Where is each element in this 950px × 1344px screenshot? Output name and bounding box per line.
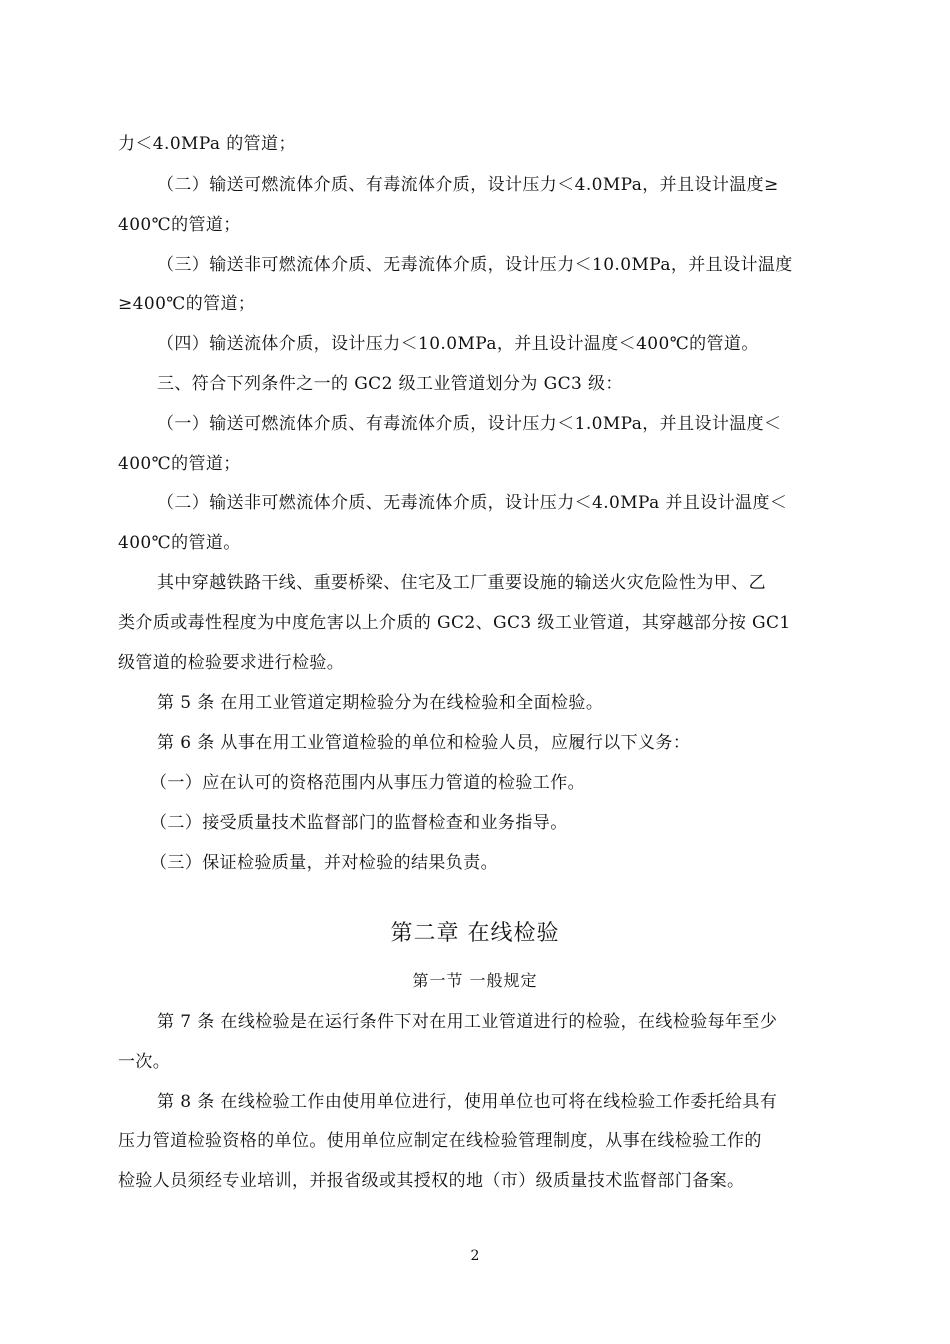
text-line: 第 5 条 在用工业管道定期检验分为在线检验和全面检验。 xyxy=(157,693,604,713)
text-line: 400℃的管道； xyxy=(118,215,241,235)
text-line: （二）输送非可燃流体介质、无毒流体介质，设计压力＜4.0MPa 并且设计温度＜ xyxy=(157,493,788,513)
text-line: （一）输送可燃流体介质、有毒流体介质，设计压力＜1.0MPa，并且设计温度＜ xyxy=(157,414,782,434)
text-line: （三）输送非可燃流体介质、无毒流体介质，设计压力＜10.0MPa，并且设计温度 xyxy=(157,255,793,275)
chapter-title: 第二章 在线检验 xyxy=(390,921,560,946)
text-line: 其中穿越铁路干线、重要桥梁、住宅及工厂重要设施的输送火灾危险性为甲、乙 xyxy=(157,573,766,593)
text-line: （二）输送可燃流体介质、有毒流体介质，设计压力＜4.0MPa，并且设计温度≥ xyxy=(157,175,779,195)
text-line: 400℃的管道。 xyxy=(118,533,241,553)
text-line: （二）接受质量技术监督部门的监督检查和业务指导。 xyxy=(150,813,568,833)
text-line: 检验人员须经专业培训，并报省级或其授权的地（市）级质量技术监督部门备案。 xyxy=(118,1171,745,1191)
text-line: 级管道的检验要求进行检验。 xyxy=(118,653,345,673)
text-line: ≥400℃的管道； xyxy=(118,294,256,314)
text-line: （四）输送流体介质，设计压力＜10.0MPa，并且设计温度＜400℃的管道。 xyxy=(157,334,759,354)
text-line: 类介质或毒性程度为中度危害以上介质的 GC2、GC3 级工业管道，其穿越部分按 GC1 xyxy=(118,613,791,633)
text-line: （三）保证检验质量，并对检验的结果负责。 xyxy=(150,853,498,873)
text-line: 第 6 条 从事在用工业管道检验的单位和检验人员，应履行以下义务： xyxy=(157,733,691,753)
text-line: 力＜4.0MPa 的管道； xyxy=(118,134,296,154)
text-line: 第 7 条 在线检验是在运行条件下对在用工业管道进行的检验，在线检验每年至少 xyxy=(157,1012,778,1032)
page-number: 2 xyxy=(470,1248,480,1264)
text-line: 400℃的管道； xyxy=(118,454,241,474)
section-title: 第一节 一般规定 xyxy=(412,971,538,990)
text-line: 一次。 xyxy=(118,1052,171,1072)
text-line: 第 8 条 在线检验工作由使用单位进行，使用单位也可将在线检验工作委托给具有 xyxy=(157,1092,778,1112)
text-line: 三、符合下列条件之一的 GC2 级工业管道划分为 GC3 级： xyxy=(157,374,623,394)
text-line: 压力管道检验资格的单位。使用单位应制定在线检验管理制度，从事在线检验工作的 xyxy=(118,1131,762,1151)
text-line: （一）应在认可的资格范围内从事压力管道的检验工作。 xyxy=(150,773,585,793)
